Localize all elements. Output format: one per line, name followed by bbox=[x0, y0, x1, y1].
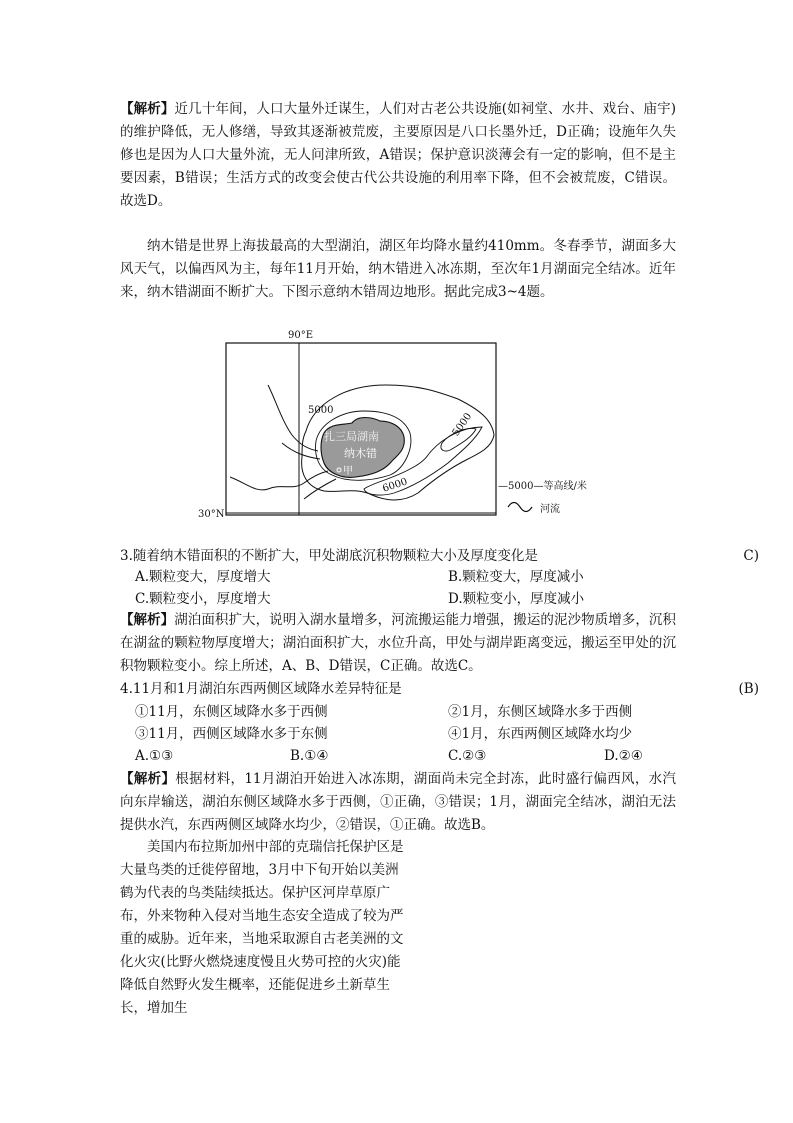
q4-statement-4: ④1月，东西两侧区域降水均少 bbox=[448, 726, 633, 742]
legend-river-label: 河流 bbox=[540, 504, 560, 515]
q4-analysis bbox=[120, 768, 676, 837]
q4-statement-3: ③11月，西侧区域降水多于东侧 bbox=[135, 726, 328, 742]
q3-option-d: D.颗粒变小，厚度减小 bbox=[448, 591, 585, 607]
analysis-text: 近几十年间，人口大量外迁谋生，人们对古老公共设施(如祠堂、水井、戏台、庙宇)的维护降低，无人修缮，导致其逐渐被荒废，主要原因是八口长墨外迁，D正确；设施年久失修也是因为人口大量外流，无人问津所致，A错误；保护意识淡薄会有一定的影响，但不是主要因素，B错误；生活方式的改变会使古代公共设施的利用率下降，但不会被荒废，C错误。故选D。 bbox=[120, 101, 677, 209]
q4-option-b: B.①④ bbox=[290, 748, 329, 764]
legend-contour: —5000—等高线/米 bbox=[498, 481, 587, 492]
q4-option-c: C.②③ bbox=[448, 748, 487, 764]
q4-statement-2: ②1月，东侧区域降水多于西侧 bbox=[448, 704, 633, 720]
legend-river-symbol bbox=[508, 503, 532, 512]
river-2 bbox=[282, 443, 320, 459]
q3-option-b: B.颗粒变大，厚度减小 bbox=[448, 569, 584, 585]
q4-option-a: A.①③ bbox=[135, 748, 174, 764]
question-3-stem: 3.随着纳木错面积的不断扩大，甲处湖底沉积物颗粒大小及厚度变化是 bbox=[120, 548, 538, 564]
lake-name-label: 纳木错 bbox=[344, 447, 377, 460]
lon-label: 90°E bbox=[288, 330, 314, 341]
river-4 bbox=[304, 479, 336, 499]
question-4-answer: (B) bbox=[738, 681, 759, 697]
passage-crane-trust: 美国内布拉斯加州中部的克瑞信托保护区是大量鸟类的迁徙停留地，3月中下旬开始以美洲鹤为代表的鸟类陆续抵达。保护区河岸草原广布，外来物种入侵对当地生态安全造成了较为严重的威胁。近年来，当地采取源自古老美洲的文化火灾(比野火燃烧速度慢且火势可控的火灾)能降低自然野火发生概率，还能促进乡土新草生长，增加生 bbox=[120, 839, 404, 1016]
contour-label-6000: 6000 bbox=[381, 476, 409, 495]
namucuo-terrain-map bbox=[196, 323, 587, 528]
question-3-answer: C) bbox=[743, 548, 759, 564]
lake-top-text: 扎三局湖南 bbox=[324, 430, 379, 443]
lat-label: 30°N bbox=[198, 509, 225, 520]
analysis-bracket: 【解析】 bbox=[120, 101, 175, 117]
analysis-paragraph-1 bbox=[120, 98, 676, 213]
q3-analysis bbox=[120, 609, 676, 678]
question-4-stem: 4.11月和1月湖泊东西两侧区域降水差异特征是 bbox=[120, 681, 402, 697]
q3-option-c: C.颗粒变小，厚度增大 bbox=[135, 591, 271, 607]
q4-statement-1: ①11月，东侧区域降水多于西侧 bbox=[135, 704, 328, 720]
contour-label-5000-right: 5000 bbox=[450, 411, 475, 439]
q3-option-a: A.颗粒变大，厚度增大 bbox=[135, 569, 271, 585]
point-jia-label: 甲 bbox=[343, 466, 353, 477]
q3-analysis-text: 湖泊面积扩大，说明入湖水量增多，河流搬运能力增强，搬运的泥沙物质增多，沉积在湖盆的颗粒物厚度增大；湖泊面积扩大，水位升高，甲处与湖岸距离变远，搬运至甲处的沉积物颗粒变小。综上所述，A、B、D错误，C正确。故选C。 bbox=[120, 612, 676, 674]
q3-analysis-bracket: 【解析】 bbox=[120, 612, 175, 628]
contour-label-5000-left: 5000 bbox=[308, 405, 334, 416]
intro-paragraph: 纳木错是世界上海拔最高的大型湖泊，湖区年均降水量约410mm。冬春季节，湖面多大风天气，以偏西风为主，每年11月开始，纳木错进入冰冻期，至次年1月湖面完全结冰。近年来，纳木错湖面不断扩大。下图示意纳木错周边地形。据此完成3~4题。 bbox=[120, 238, 676, 300]
q4-analysis-bracket: 【解析】 bbox=[120, 771, 176, 787]
q4-option-d: D.②④ bbox=[604, 748, 643, 764]
river-1 bbox=[268, 385, 318, 451]
q4-analysis-text: 根据材料，11月湖泊开始进入冰冻期，湖面尚未完全封冻，此时盛行偏西风，水汽向东岸输送，湖泊东侧区域降水多于西侧，①正确，③错误；1月，湖面完全结冰，湖泊无法提供水汽，东西两侧区域降水均少，②错误，①正确。故选B。 bbox=[120, 771, 676, 833]
